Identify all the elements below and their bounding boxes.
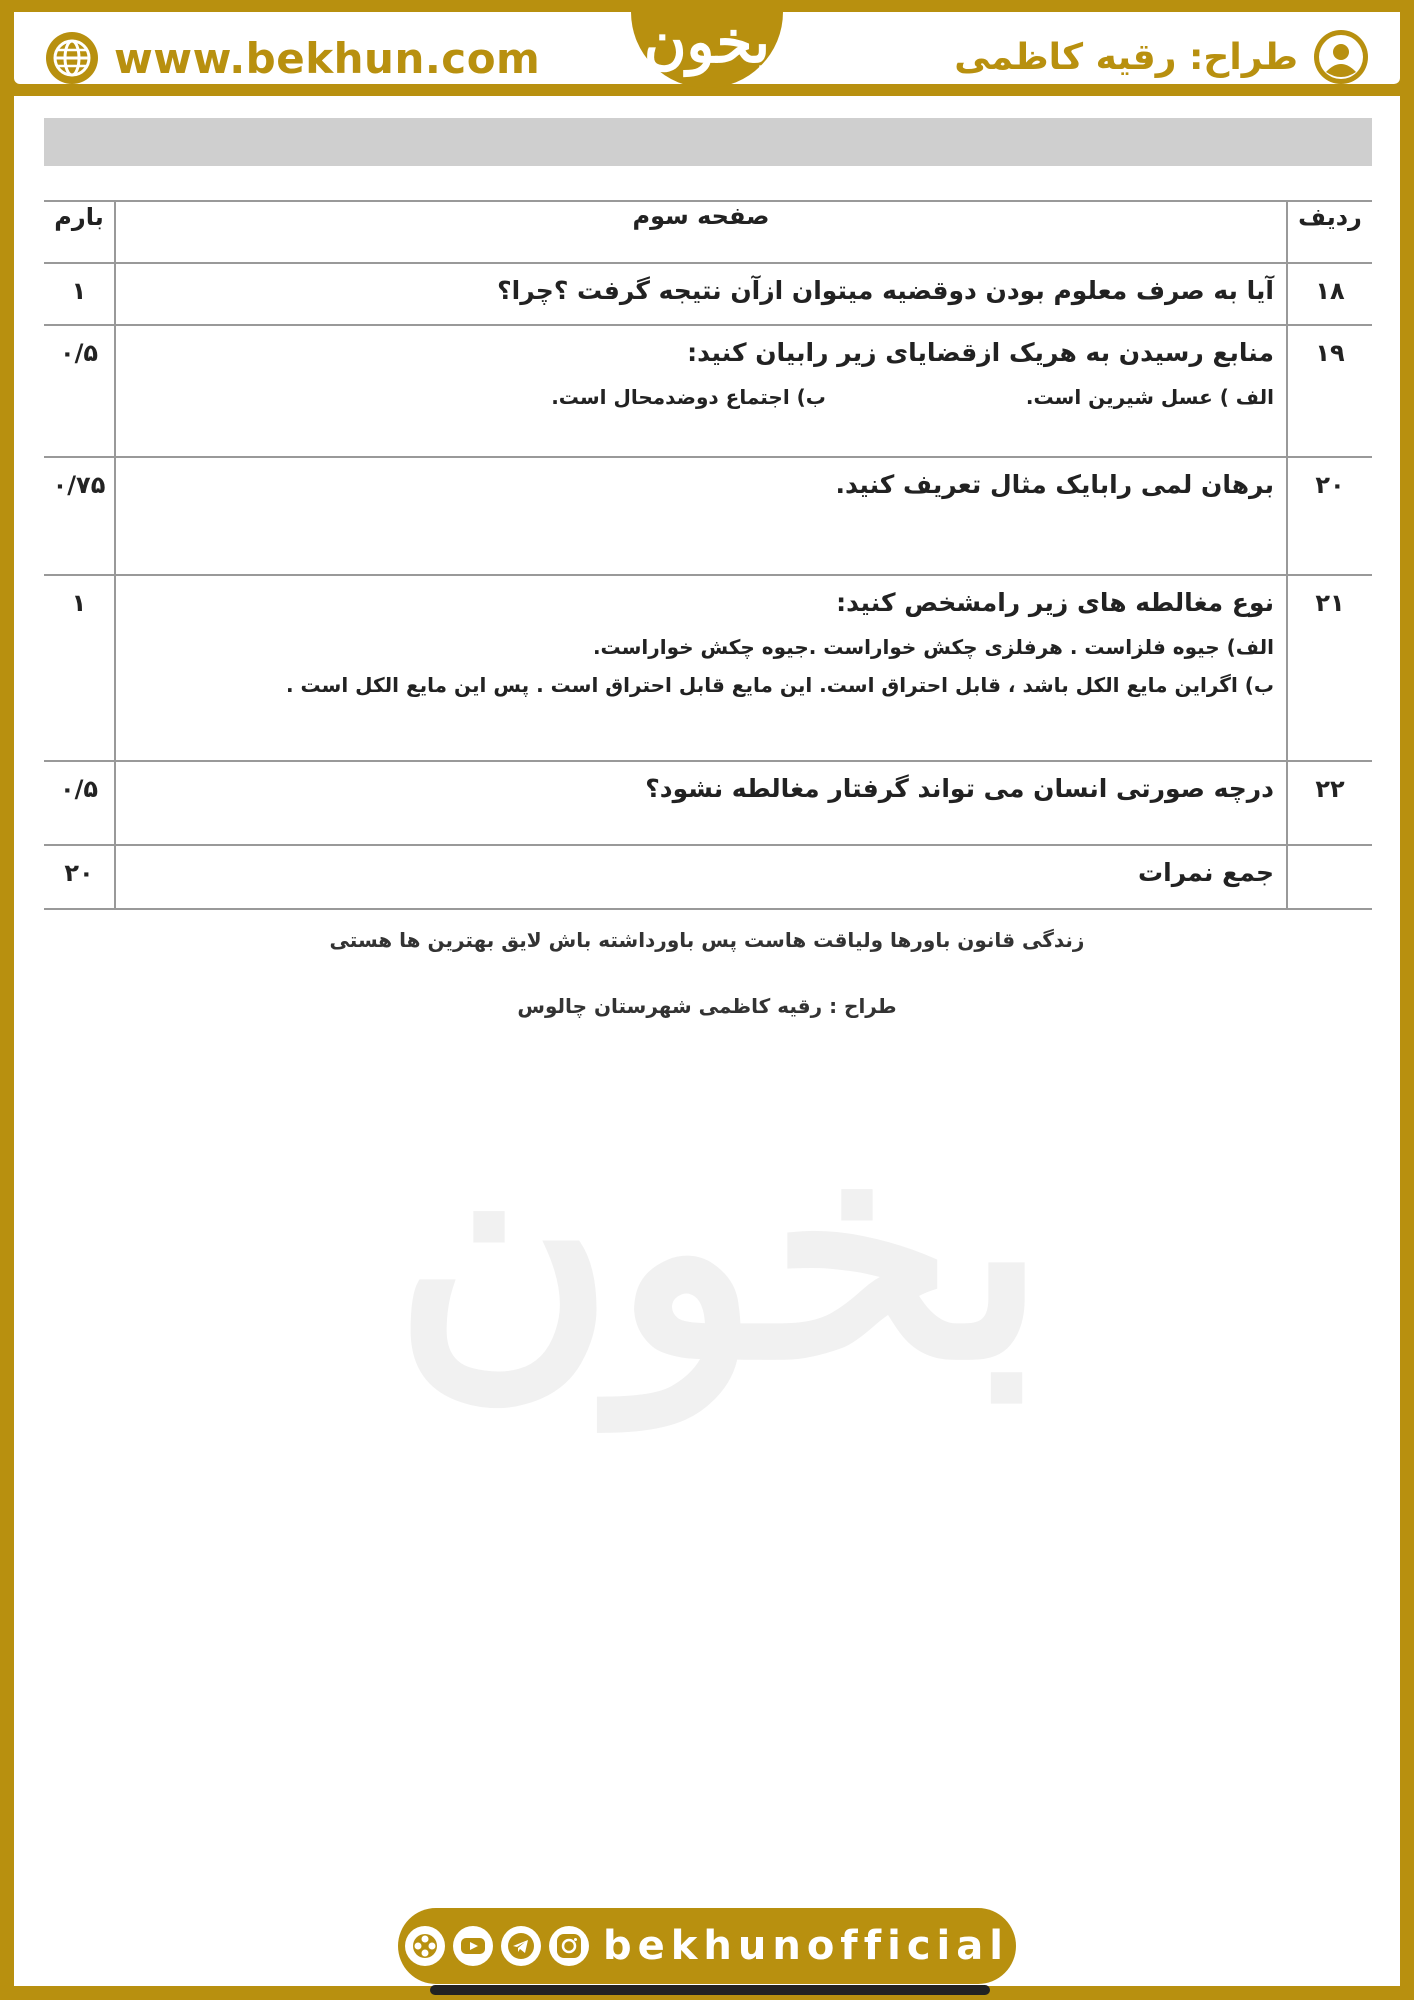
exam-table — [44, 200, 1372, 910]
question-number: ۲۲ — [1315, 775, 1345, 803]
pill-shadow — [430, 1985, 990, 1995]
table-row — [44, 761, 1372, 845]
user-icon — [1312, 28, 1370, 86]
question-text: درچه صورتی انسان می تواند گرفتار مغالطه نشود؟ — [645, 774, 1274, 803]
question-score: ۱ — [71, 589, 87, 617]
instagram-icon[interactable] — [549, 1926, 589, 1966]
social-handle: bekhunofficial — [603, 1923, 1009, 1969]
question-options — [128, 385, 1274, 409]
top-banner — [0, 0, 1414, 96]
option-a: الف ) عسل شیرین است. — [1025, 385, 1274, 409]
option-b: ب) اجتماع دوضدمحال است. — [551, 385, 826, 409]
question-text: برهان لمی رابایک مثال تعریف کنید. — [835, 470, 1274, 499]
logo-mark: بخون — [643, 8, 771, 76]
header-band — [44, 118, 1372, 166]
table-header-row — [44, 201, 1372, 263]
question-score: ۰/۵ — [59, 775, 99, 803]
motto-text: زندگی قانون باورها ولیاقت هاست پس باورداشته باش لایق بهترین ها هستی — [329, 928, 1085, 952]
fallacy-line-b: ب) اگراین مایع الکل باشد ، قابل احتراق است. این مایع قابل احتراق است . پس این مایع الکل است . — [285, 673, 1274, 697]
question-number: ۱۸ — [1315, 277, 1345, 305]
designer-label — [954, 28, 1370, 86]
question-number: ۱۹ — [1315, 339, 1345, 367]
header-row-number: ردیف — [1287, 201, 1372, 263]
header-score: بارم — [44, 201, 115, 263]
total-value: ۲۰ — [64, 859, 94, 887]
brand-logo — [631, 0, 783, 88]
youtube-icon[interactable] — [453, 1926, 493, 1966]
table-row — [44, 263, 1372, 325]
website-text: www.bekhun.com — [114, 33, 541, 83]
aparat-icon[interactable] — [405, 1926, 445, 1966]
table-row — [44, 325, 1372, 457]
question-score: ۰/۷۵ — [52, 471, 106, 499]
website-link[interactable] — [44, 30, 540, 86]
question-number: ۲۰ — [1315, 471, 1345, 499]
watermark-logo: بخون — [393, 1073, 1047, 1426]
table-row — [44, 457, 1372, 575]
credit-text: طراح : رقیه کاظمی شهرستان چالوس — [517, 994, 897, 1018]
question-text: نوع مغالطه های زیر رامشخص کنید: — [836, 588, 1274, 617]
designer-text: طراح: رقیه کاظمی — [954, 36, 1298, 78]
question-text: آیا به صرف معلوم بودن دوقضیه میتوان ازآن نتیجه گرفت ؟چرا؟ — [497, 276, 1274, 305]
question-text: منابع رسیدن به هریک ازقضایای زیر رابیان کنید: — [687, 338, 1274, 367]
question-number: ۲۱ — [1315, 589, 1345, 617]
question-score: ۰/۵ — [59, 339, 99, 367]
globe-icon — [44, 30, 100, 86]
telegram-icon[interactable] — [501, 1926, 541, 1966]
total-label: جمع نمرات — [1138, 858, 1274, 887]
header-page-title: صفحه سوم — [115, 201, 1287, 263]
social-bar[interactable] — [398, 1908, 1016, 1984]
fallacy-line-a: الف) جیوه فلزاست . هرفلزی چکش خواراست .جیوه چکش خواراست. — [592, 635, 1274, 659]
question-score: ۱ — [71, 277, 87, 305]
social-icons — [405, 1926, 589, 1966]
table-row — [44, 575, 1372, 761]
total-row — [44, 845, 1372, 909]
